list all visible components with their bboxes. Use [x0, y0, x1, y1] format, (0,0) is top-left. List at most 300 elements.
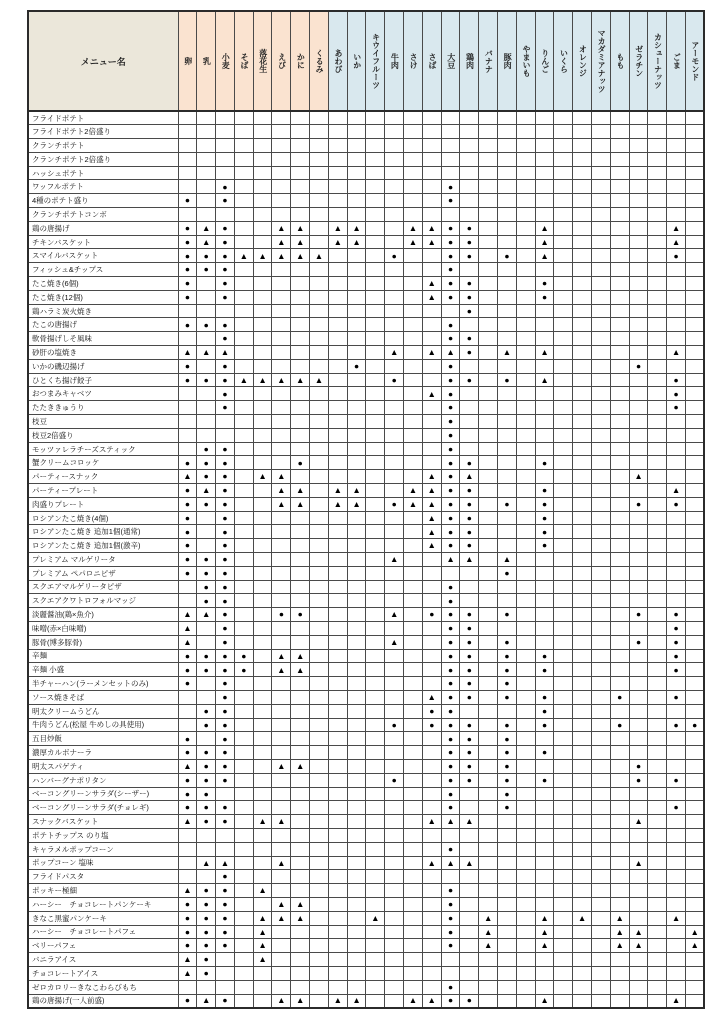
- allergen-cell: [234, 718, 253, 732]
- allergen-cell: [648, 621, 667, 635]
- allergen-cell: [573, 980, 592, 994]
- allergen-cell: [667, 980, 686, 994]
- menu-item-name: ポップコーン 塩味: [28, 856, 178, 870]
- allergen-cell: ●: [197, 663, 216, 677]
- allergen-cell: [366, 290, 385, 304]
- allergen-cell: [667, 290, 686, 304]
- allergen-cell: [366, 525, 385, 539]
- allergen-cell: [648, 277, 667, 291]
- allergen-cell: [216, 980, 235, 994]
- allergen-cell: [272, 966, 291, 980]
- allergen-cell: [535, 401, 554, 415]
- allergen-cell: ●: [441, 539, 460, 553]
- allergen-cell: [328, 815, 347, 829]
- allergen-cell: [667, 166, 686, 180]
- allergen-cell: [610, 539, 629, 553]
- allergen-cell: [629, 828, 648, 842]
- allergen-cell: [404, 332, 423, 346]
- allergen-cell: ●: [498, 677, 517, 691]
- allergen-cell: ●: [441, 994, 460, 1008]
- allergen-cell: [535, 677, 554, 691]
- allergen-cell: [328, 677, 347, 691]
- allergen-cell: [686, 318, 705, 332]
- allergen-cell: [366, 966, 385, 980]
- allergen-cell: ▲: [253, 470, 272, 484]
- allergen-cell: ●: [441, 677, 460, 691]
- allergen-cell: [479, 263, 498, 277]
- allergen-cell: [291, 842, 310, 856]
- allergen-cell: [592, 828, 611, 842]
- allergen-cell: [328, 966, 347, 980]
- allergen-cell: [554, 221, 573, 235]
- allergen-cell: ▲: [460, 470, 479, 484]
- allergen-cell: ●: [178, 235, 197, 249]
- allergen-cell: [291, 387, 310, 401]
- allergen-cell: ●: [441, 442, 460, 456]
- allergen-cell: ▲: [610, 911, 629, 925]
- allergen-cell: [347, 511, 366, 525]
- allergen-cell: [385, 815, 404, 829]
- allergen-cell: [385, 484, 404, 498]
- allergen-cell: [328, 415, 347, 429]
- allergen-cell: [272, 870, 291, 884]
- allergen-cell: [516, 511, 535, 525]
- allergen-cell: [592, 911, 611, 925]
- allergen-cell: [253, 235, 272, 249]
- allergen-cell: [253, 511, 272, 525]
- allergen-cell: [610, 221, 629, 235]
- allergen-cell: [516, 746, 535, 760]
- allergen-cell: [422, 249, 441, 263]
- allergen-cell: [178, 332, 197, 346]
- allergen-cell: ●: [460, 663, 479, 677]
- allergen-cell: [404, 456, 423, 470]
- allergen-cell: [516, 139, 535, 153]
- allergen-cell: ●: [197, 704, 216, 718]
- table-row: [28, 180, 704, 194]
- allergen-cell: [610, 511, 629, 525]
- allergen-cell: [253, 980, 272, 994]
- allergen-cell: ▲: [404, 994, 423, 1008]
- allergen-cell: [498, 470, 517, 484]
- allergen-cell: ▲: [422, 387, 441, 401]
- allergen-table: [27, 10, 705, 1009]
- allergen-cell: [648, 539, 667, 553]
- allergen-cell: [592, 663, 611, 677]
- allergen-cell: [498, 442, 517, 456]
- allergen-cell: [253, 484, 272, 498]
- allergen-cell: ●: [535, 773, 554, 787]
- allergen-cell: [554, 621, 573, 635]
- allergen-cell: ●: [178, 897, 197, 911]
- allergen-cell: [479, 180, 498, 194]
- allergen-cell: ●: [197, 718, 216, 732]
- allergen-cell: [592, 718, 611, 732]
- allergen-cell: [347, 387, 366, 401]
- allergen-cell: [667, 925, 686, 939]
- allergen-cell: [592, 387, 611, 401]
- allergen-cell: [310, 897, 329, 911]
- allergen-cell: ●: [535, 484, 554, 498]
- allergen-cell: [610, 235, 629, 249]
- allergen-cell: [272, 884, 291, 898]
- allergen-cell: [629, 401, 648, 415]
- allergen-cell: [573, 194, 592, 208]
- allergen-cell: [629, 621, 648, 635]
- menu-item-name: ロシアンたこ焼き(4個): [28, 511, 178, 525]
- allergen-cell: [573, 553, 592, 567]
- allergen-cell: [234, 553, 253, 567]
- allergen-cell: [234, 470, 253, 484]
- allergen-cell: [629, 484, 648, 498]
- allergen-cell: [516, 621, 535, 635]
- allergen-cell: [535, 263, 554, 277]
- allergen-cell: [554, 649, 573, 663]
- allergen-cell: [573, 277, 592, 291]
- allergen-column-header: さば: [422, 11, 441, 111]
- allergen-cell: [516, 677, 535, 691]
- allergen-cell: [328, 635, 347, 649]
- allergen-cell: [253, 801, 272, 815]
- allergen-cell: ●: [347, 359, 366, 373]
- allergen-cell: [291, 208, 310, 222]
- allergen-cell: [610, 208, 629, 222]
- menu-item-name: スナックバスケット: [28, 815, 178, 829]
- allergen-cell: [422, 953, 441, 967]
- allergen-cell: [460, 828, 479, 842]
- allergen-cell: ●: [178, 553, 197, 567]
- allergen-cell: [516, 580, 535, 594]
- allergen-cell: [516, 166, 535, 180]
- allergen-cell: ●: [441, 428, 460, 442]
- allergen-cell: [441, 125, 460, 139]
- allergen-cell: [573, 166, 592, 180]
- allergen-cell: [347, 608, 366, 622]
- allergen-cell: [310, 152, 329, 166]
- table-row: [28, 994, 704, 1008]
- allergen-cell: [516, 152, 535, 166]
- allergen-cell: [629, 787, 648, 801]
- allergen-cell: ▲: [535, 939, 554, 953]
- allergen-cell: [234, 484, 253, 498]
- allergen-cell: ●: [216, 594, 235, 608]
- allergen-cell: [592, 966, 611, 980]
- allergen-cell: [629, 290, 648, 304]
- allergen-cell: [347, 663, 366, 677]
- allergen-cell: [404, 856, 423, 870]
- allergen-column-header: キウイフルーツ: [366, 11, 385, 111]
- allergen-cell: ▲: [291, 221, 310, 235]
- allergen-cell: [310, 166, 329, 180]
- allergen-cell: [629, 249, 648, 263]
- allergen-cell: ●: [441, 332, 460, 346]
- allergen-cell: ●: [629, 608, 648, 622]
- allergen-cell: ●: [178, 511, 197, 525]
- allergen-cell: [385, 235, 404, 249]
- allergen-cell: [460, 704, 479, 718]
- allergen-cell: ●: [178, 221, 197, 235]
- allergen-cell: [479, 566, 498, 580]
- table-row: [28, 470, 704, 484]
- allergen-cell: [629, 373, 648, 387]
- allergen-cell: [234, 428, 253, 442]
- allergen-cell: [554, 980, 573, 994]
- allergen-cell: ▲: [197, 608, 216, 622]
- allergen-cell: [516, 953, 535, 967]
- allergen-cell: [667, 263, 686, 277]
- allergen-cell: [385, 277, 404, 291]
- allergen-cell: [253, 111, 272, 125]
- allergen-cell: [291, 635, 310, 649]
- allergen-cell: [460, 594, 479, 608]
- allergen-cell: ▲: [216, 346, 235, 360]
- allergen-cell: ▲: [253, 939, 272, 953]
- allergen-cell: [610, 980, 629, 994]
- menu-item-name: 豚骨(博多豚骨): [28, 635, 178, 649]
- allergen-cell: ▲: [460, 553, 479, 567]
- allergen-cell: ▲: [347, 221, 366, 235]
- allergen-cell: [629, 263, 648, 277]
- allergen-cell: [686, 125, 705, 139]
- table-row: [28, 856, 704, 870]
- allergen-cell: ●: [441, 263, 460, 277]
- allergen-cell: [366, 470, 385, 484]
- allergen-cell: [535, 884, 554, 898]
- allergen-cell: ●: [441, 290, 460, 304]
- allergen-cell: [197, 332, 216, 346]
- allergen-cell: [385, 897, 404, 911]
- allergen-cell: [573, 249, 592, 263]
- allergen-cell: [460, 111, 479, 125]
- allergen-cell: ▲: [328, 497, 347, 511]
- allergen-cell: [234, 415, 253, 429]
- allergen-cell: ▲: [667, 235, 686, 249]
- allergen-cell: [197, 828, 216, 842]
- allergen-cell: ●: [441, 939, 460, 953]
- table-row: [28, 249, 704, 263]
- allergen-cell: ▲: [422, 815, 441, 829]
- allergen-cell: [178, 594, 197, 608]
- allergen-cell: [686, 359, 705, 373]
- allergen-cell: [197, 125, 216, 139]
- allergen-cell: [272, 387, 291, 401]
- allergen-cell: ▲: [234, 249, 253, 263]
- allergen-cell: [197, 621, 216, 635]
- allergen-cell: ●: [460, 994, 479, 1008]
- allergen-cell: [291, 856, 310, 870]
- allergen-cell: [629, 318, 648, 332]
- allergen-cell: [216, 111, 235, 125]
- allergen-cell: [686, 994, 705, 1008]
- allergen-cell: [479, 249, 498, 263]
- allergen-cell: [216, 139, 235, 153]
- allergen-cell: [573, 139, 592, 153]
- allergen-cell: [328, 332, 347, 346]
- allergen-cell: [479, 139, 498, 153]
- allergen-cell: ●: [460, 649, 479, 663]
- table-row: [28, 139, 704, 153]
- allergen-cell: [667, 208, 686, 222]
- allergen-cell: [479, 953, 498, 967]
- allergen-cell: [234, 939, 253, 953]
- allergen-cell: [404, 980, 423, 994]
- menu-item-name: ポッキー極細: [28, 884, 178, 898]
- allergen-cell: [610, 484, 629, 498]
- allergen-cell: ▲: [535, 994, 554, 1008]
- allergen-cell: [310, 525, 329, 539]
- allergen-cell: ●: [178, 249, 197, 263]
- allergen-cell: [610, 787, 629, 801]
- allergen-cell: [234, 704, 253, 718]
- allergen-cell: [460, 980, 479, 994]
- allergen-cell: [648, 208, 667, 222]
- allergen-cell: ▲: [197, 235, 216, 249]
- allergen-cell: [422, 911, 441, 925]
- allergen-cell: [272, 332, 291, 346]
- allergen-cell: [385, 953, 404, 967]
- menu-item-name: おつまみキャベツ: [28, 387, 178, 401]
- allergen-cell: [347, 870, 366, 884]
- allergen-cell: [272, 704, 291, 718]
- menu-item-name: フライドポテト2倍盛り: [28, 125, 178, 139]
- allergen-cell: ▲: [197, 994, 216, 1008]
- menu-item-name: 枝豆2倍盛り: [28, 428, 178, 442]
- allergen-cell: ▲: [686, 939, 705, 953]
- allergen-cell: [366, 194, 385, 208]
- allergen-cell: [253, 332, 272, 346]
- allergen-cell: [592, 980, 611, 994]
- allergen-cell: [479, 318, 498, 332]
- allergen-cell: ▲: [422, 470, 441, 484]
- allergen-cell: [573, 953, 592, 967]
- allergen-cell: ●: [441, 897, 460, 911]
- allergen-cell: ▲: [253, 884, 272, 898]
- allergen-cell: [253, 787, 272, 801]
- allergen-column-header: 牛肉: [385, 11, 404, 111]
- allergen-cell: [422, 263, 441, 277]
- allergen-cell: [404, 249, 423, 263]
- allergen-cell: ▲: [385, 346, 404, 360]
- allergen-cell: [686, 401, 705, 415]
- allergen-cell: [648, 221, 667, 235]
- allergen-cell: [347, 111, 366, 125]
- allergen-cell: [310, 828, 329, 842]
- allergen-cell: [686, 732, 705, 746]
- allergen-cell: ▲: [272, 911, 291, 925]
- allergen-cell: [648, 746, 667, 760]
- allergen-cell: [573, 428, 592, 442]
- menu-item-name: フライドパスタ: [28, 870, 178, 884]
- allergen-cell: [535, 580, 554, 594]
- allergen-cell: [310, 732, 329, 746]
- allergen-cell: [385, 580, 404, 594]
- allergen-cell: [592, 139, 611, 153]
- allergen-cell: [535, 621, 554, 635]
- allergen-cell: [328, 842, 347, 856]
- allergen-cell: [648, 815, 667, 829]
- allergen-cell: ●: [197, 553, 216, 567]
- allergen-cell: [253, 566, 272, 580]
- allergen-cell: ▲: [291, 663, 310, 677]
- allergen-cell: [197, 690, 216, 704]
- allergen-cell: [610, 415, 629, 429]
- allergen-cell: [385, 290, 404, 304]
- allergen-cell: [328, 690, 347, 704]
- allergen-cell: [404, 125, 423, 139]
- allergen-cell: ●: [234, 663, 253, 677]
- allergen-cell: [366, 884, 385, 898]
- allergen-cell: [310, 497, 329, 511]
- table-row: [28, 442, 704, 456]
- table-row: [28, 966, 704, 980]
- allergen-cell: ▲: [460, 815, 479, 829]
- table-row: [28, 953, 704, 967]
- allergen-cell: [253, 580, 272, 594]
- allergen-cell: [310, 456, 329, 470]
- allergen-cell: [535, 553, 554, 567]
- allergen-cell: [216, 304, 235, 318]
- allergen-cell: [479, 815, 498, 829]
- allergen-cell: [253, 663, 272, 677]
- table-row: [28, 732, 704, 746]
- allergen-cell: [648, 332, 667, 346]
- allergen-cell: [422, 401, 441, 415]
- allergen-cell: [404, 911, 423, 925]
- allergen-cell: [686, 539, 705, 553]
- allergen-cell: [310, 815, 329, 829]
- allergen-cell: [479, 152, 498, 166]
- menu-item-name: ソース焼きそば: [28, 690, 178, 704]
- allergen-cell: [535, 470, 554, 484]
- allergen-cell: [272, 801, 291, 815]
- allergen-cell: ●: [216, 663, 235, 677]
- allergen-cell: [592, 180, 611, 194]
- allergen-cell: [404, 180, 423, 194]
- allergen-cell: ●: [667, 373, 686, 387]
- table-row: [28, 594, 704, 608]
- allergen-cell: [310, 884, 329, 898]
- allergen-column-header: りんご: [535, 11, 554, 111]
- allergen-cell: ●: [498, 608, 517, 622]
- allergen-cell: [253, 870, 272, 884]
- allergen-cell: [498, 884, 517, 898]
- allergen-cell: [686, 332, 705, 346]
- allergen-cell: [366, 180, 385, 194]
- allergen-cell: [479, 759, 498, 773]
- allergen-cell: [347, 456, 366, 470]
- allergen-cell: [234, 925, 253, 939]
- allergen-cell: ●: [441, 732, 460, 746]
- allergen-cell: [366, 815, 385, 829]
- allergen-cell: [328, 401, 347, 415]
- allergen-cell: ●: [216, 332, 235, 346]
- allergen-cell: ▲: [291, 897, 310, 911]
- allergen-cell: [554, 304, 573, 318]
- allergen-cell: [667, 759, 686, 773]
- allergen-cell: [291, 318, 310, 332]
- allergen-cell: [592, 497, 611, 511]
- allergen-cell: [366, 980, 385, 994]
- allergen-cell: [253, 649, 272, 663]
- allergen-cell: [272, 290, 291, 304]
- allergen-cell: [404, 387, 423, 401]
- allergen-cell: [366, 125, 385, 139]
- allergen-cell: [366, 415, 385, 429]
- allergen-cell: [516, 925, 535, 939]
- table-row: [28, 511, 704, 525]
- allergen-cell: [648, 966, 667, 980]
- allergen-cell: [686, 635, 705, 649]
